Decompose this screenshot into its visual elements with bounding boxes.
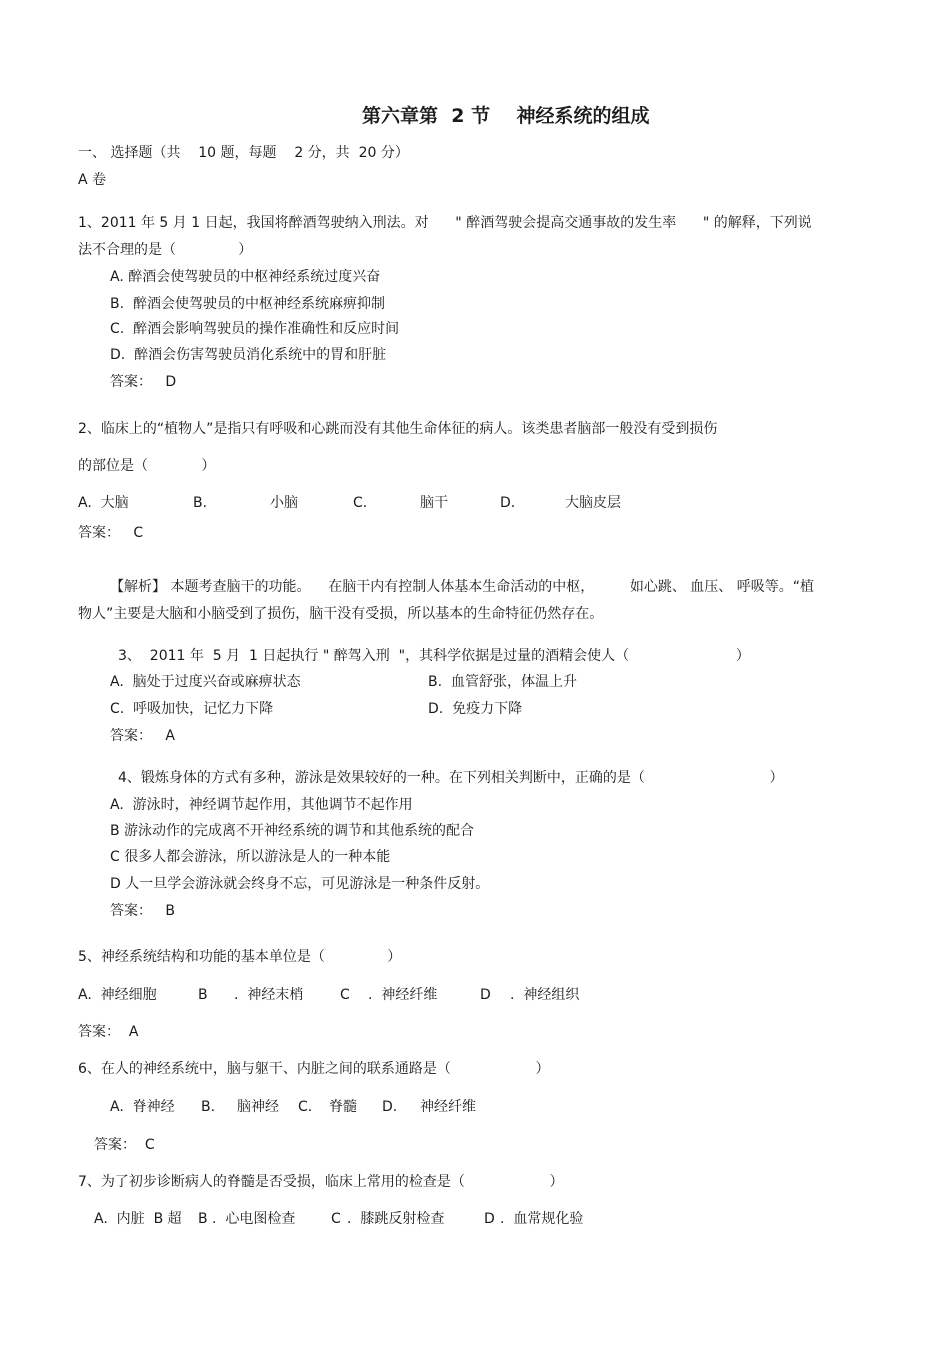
question-2-option-d-letter: D. — [500, 495, 516, 511]
question-7-option-d: . 血常规化验 — [500, 1211, 584, 1227]
question-2-analysis-cont: 物人”主要是大脑和小脑受到了损伤，脑干没有受损，所以基本的生命特征仍然存在。 — [78, 606, 604, 622]
question-7-option-c: . 膝跳反射检查 — [347, 1211, 445, 1227]
question-4-option-d: D 人一旦学会游泳就会终身不忘，可见游泳是一种条件反射。 — [110, 876, 490, 892]
question-3-option-c: C. 呼吸加快，记忆力下降 — [110, 701, 274, 717]
question-6-option-b: 脑神经 — [237, 1099, 279, 1115]
question-6-answer: 答案： C — [94, 1137, 155, 1153]
question-6-option-c: 脊髓 — [329, 1099, 357, 1115]
question-2-answer: 答案： C — [78, 525, 144, 541]
question-1-option-c: C. 醉酒会影响驾驶员的操作准确性和反应时间 — [110, 321, 400, 337]
question-5-option-c-letter: C — [340, 987, 350, 1003]
question-6-text: 6、在人的神经系统中，脑与躯干、内脏之间的联系通路是（ ） — [78, 1061, 550, 1077]
question-7-option-b: . 心电图检查 — [212, 1211, 296, 1227]
question-2-analysis: 【解析】 本题考查脑干的功能。 在脑干内有控制人体基本生命活动的中枢， 如心跳、 血压、 呼吸等。“植 — [110, 579, 815, 595]
question-6-option-d-letter: D. — [382, 1099, 398, 1115]
question-4-answer: 答案： B — [110, 903, 175, 919]
question-6-option-d: 神经纤维 — [420, 1099, 476, 1115]
question-7-option-c-letter: C — [331, 1211, 341, 1227]
question-1-option-b: B. 醉酒会使驾驶员的中枢神经系统麻痹抑制 — [110, 296, 385, 312]
question-4-option-b: B 游泳动作的完成离不开神经系统的调节和其他系统的配合 — [110, 823, 475, 839]
question-2-option-c: 脑干 — [420, 495, 448, 511]
question-2-option-c-letter: C. — [353, 495, 368, 511]
question-7-text: 7、为了初步诊断病人的脊髓是否受损，临床上常用的检查是（ ） — [78, 1174, 564, 1190]
question-3-option-d: D. 免疫力下降 — [428, 701, 523, 717]
question-5-option-a: A. 神经细胞 — [78, 987, 157, 1003]
section-heading: 一、 选择题（共 10 题，每题 2 分，共 20 分） — [78, 145, 409, 161]
question-1-option-d: D. 醉酒会伤害驾驶员消化系统中的胃和肝脏 — [110, 347, 387, 363]
question-3-option-a: A. 脑处于过度兴奋或麻痹状态 — [110, 674, 301, 690]
question-2-option-b: 小脑 — [270, 495, 298, 511]
question-6-option-c-letter: C. — [298, 1099, 313, 1115]
question-2-option-d: 大脑皮层 — [565, 495, 621, 511]
question-1-text: 1、2011 年 5 月 1 日起，我国将醉酒驾驶纳入刑法。对 " 醉酒驾驶会提高交通事故的发生率 " 的解释，下列说 — [78, 215, 812, 231]
question-2-text-cont: 的部位是（ ） — [78, 458, 216, 474]
question-4-option-a: A. 游泳时，神经调节起作用，其他调节不起作用 — [110, 797, 413, 813]
question-2-option-a: A. 大脑 — [78, 495, 129, 511]
question-7-option-a: A. 内脏 B 超 — [94, 1211, 182, 1227]
question-5-option-c: . 神经纤维 — [368, 987, 438, 1003]
question-5-option-d: . 神经组织 — [510, 987, 580, 1003]
question-3-option-b: B. 血管舒张，体温上升 — [428, 674, 577, 690]
question-1-answer: 答案： D — [110, 374, 177, 390]
question-6-option-b-letter: B. — [201, 1099, 216, 1115]
question-2-option-b-letter: B. — [193, 495, 208, 511]
question-5-answer: 答案： A — [78, 1024, 139, 1040]
question-7-option-d-letter: D — [484, 1211, 495, 1227]
question-3-answer: 答案： A — [110, 728, 175, 744]
question-1-text-cont: 法不合理的是（ ） — [78, 242, 253, 258]
question-2-text: 2、临床上的“植物人”是指只有呼吸和心跳而没有其他生命体征的病人。该类患者脑部一般没有受到损伤 — [78, 421, 718, 437]
question-5-option-b-letter: B — [198, 987, 208, 1003]
question-4-text: 4、锻炼身体的方式有多种，游泳是效果较好的一种。在下列相关判断中，正确的是（ ） — [118, 770, 784, 786]
question-1-option-a: A. 醉酒会使驾驶员的中枢神经系统过度兴奋 — [110, 269, 381, 285]
page-title: 第六章第 2 节 神经系统的组成 — [362, 105, 650, 127]
question-3-text: 3、 2011 年 5 月 1 日起执行 " 醉驾入刑 "，其科学依据是过量的酒精会使人（ ） — [118, 648, 750, 664]
question-5-option-d-letter: D — [480, 987, 491, 1003]
question-4-option-c: C 很多人都会游泳，所以游泳是人的一种本能 — [110, 849, 391, 865]
question-6-option-a: A. 脊神经 — [110, 1099, 175, 1115]
question-5-option-b: . 神经末梢 — [234, 987, 304, 1003]
question-5-text: 5、神经系统结构和功能的基本单位是（ ） — [78, 949, 402, 965]
question-7-option-b-letter: B — [198, 1211, 208, 1227]
volume-label: A 卷 — [78, 172, 107, 188]
